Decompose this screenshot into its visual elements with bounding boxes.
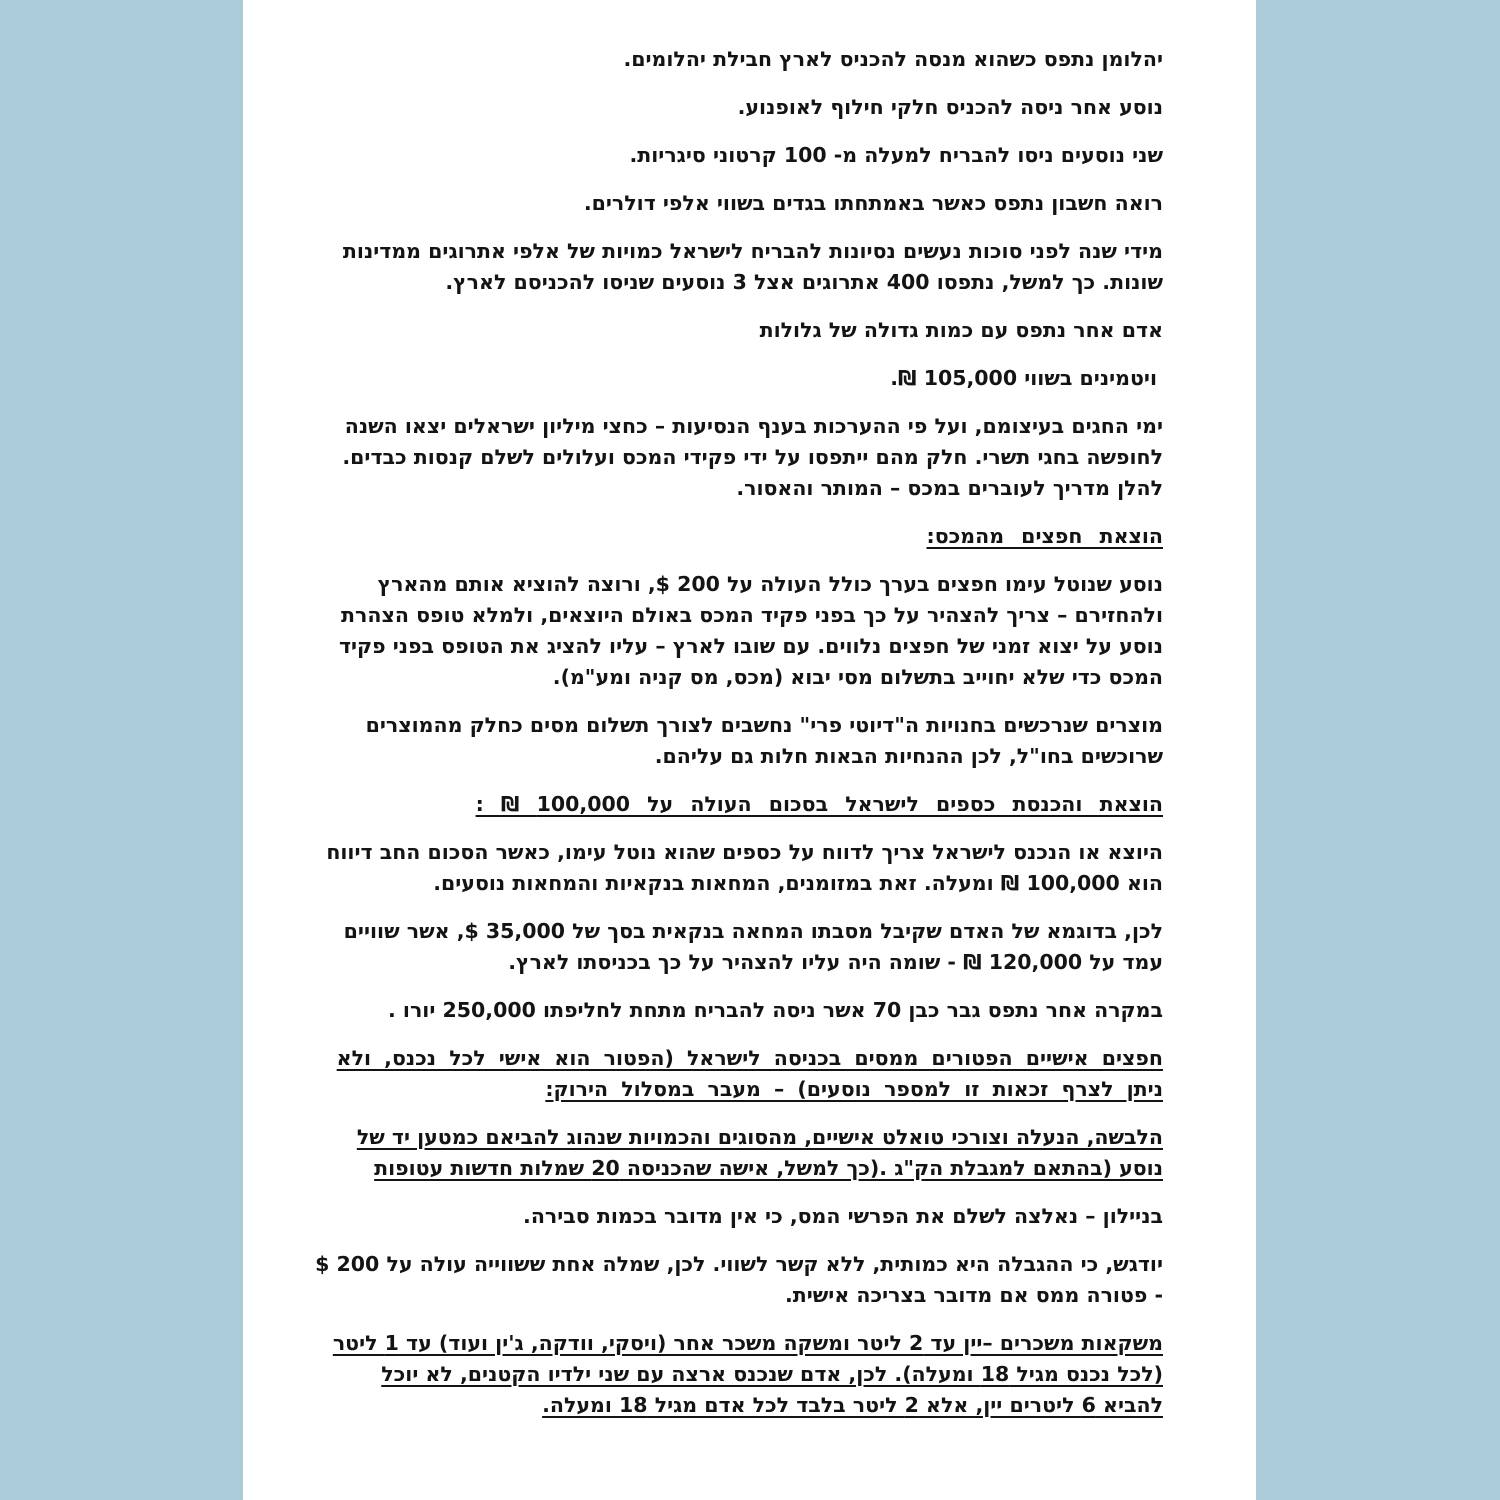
paragraph-pills: אדם אחר נתפס עם כמות גדולה של גלולות — [759, 318, 1163, 342]
paragraph-euro-smuggling: במקרה אחר נתפס גבר כבן 70 אשר ניסה להבריח מתחת לחליפתו 250,000 יורו . — [388, 998, 1163, 1022]
paragraph-alcohol-limits: משקאות משכרים –יין עד 2 ליטר ומשקה משכר אחר (ויסקי, וודקה, ג'ין ועוד) עד 1 ליטר (לכל נכנס מגיל 18 ומעלה). לכן, אדם שנכנס ארצה עם שני ילדיו הקטנים, לא יוכל להביא 6 ליטרים יין, אלא 2 ליטר בלבד לכל אדם מגיל 18 ומעלה. — [332, 1331, 1163, 1417]
paragraph-money-reporting: היוצא או הנכנס לישראל צריך לדווח על כספים שהוא נוטל עימו, כאשר הסכום החב דיווח הוא 100,000 ₪ ומעלה. זאת במזומנים, המחאות בנקאיות והמחאות נוסעים. — [326, 840, 1163, 895]
paragraph-nylon-dresses: בניילון – נאלצה לשלם את הפרשי המס, כי אין מדובר בכמות סבירה. — [523, 1204, 1163, 1228]
paragraph-vitamins: ויטמינים בשווי 105,000 ₪. — [890, 366, 1157, 390]
paragraph-bank-check-example: לכן, בדוגמא של האדם שקיבל מסבתו המחאה בנקאית בסך של 35,000 $, אשר שוויים עמד על 120,000 ₪ - שומה היה עליו להצהיר על כך בכניסתו לארץ. — [343, 919, 1163, 974]
heading-money-transfer: הוצאת והכנסת כספים לישראל בסכום העולה על 100,000 ₪ : — [475, 792, 1163, 816]
heading-personal-exempt-items: חפצים אישיים הפטורים ממסים בכניסה לישראל (הפטור הוא אישי לכל נכנס, ולא ניתן לצרף זכאות זו למספר נוסעים) – מעבר במסלול הירוק: — [336, 1046, 1163, 1101]
document-body — [315, 44, 1163, 1438]
heading-taking-items-out: הוצאת חפצים מהמכס: — [926, 524, 1163, 548]
paragraph-etrogim: מידי שנה לפני סוכות נעשים נסיונות להבריח לישראל כמויות של אלפי אתרוגים ממדינות שונות. כך למשל, נתפסו 400 אתרוגים אצל 3 נוסעים שניסו להכניסם לארץ. — [342, 239, 1163, 294]
paragraph-holidays: ימי החגים בעיצומם, ועל פי ההערכות בענף הנסיעות – כחצי מיליון ישראלים יצאו השנה לחופשה בחגי תשרי. חלק מהם ייתפסו על ידי פקידי המכס ועלולים לשלם קנסות כבדים. להלן מדריך לעוברים במכס – המותר והאסור. — [342, 414, 1163, 500]
paragraph-duty-free: מוצרים שנרכשים בחנויות ה"דיוטי פרי" נחשבים לצורך תשלום מסים כחלק מהמוצרים שרוכשים בחו"ל, לכן ההנחיות הבאות חלות גם עליהם. — [365, 713, 1163, 768]
paragraph-quantity-limit: יודגש, כי ההגבלה היא כמותית, ללא קשר לשווי. לכן, שמלה אחת ששווייה עולה על 200 $ - פטורה ממס אם מדובר בצריכה אישית. — [315, 1252, 1163, 1307]
paragraph-cigarettes: שני נוסעים ניסו להבריח למעלה מ- 100 קרטוני סיגריות. — [629, 143, 1163, 167]
paragraph-diamond-dealer: יהלומן נתפס כשהוא מנסה להכניס לארץ חבילת יהלומים. — [623, 47, 1163, 71]
paragraph-clothing-toiletries: הלבשה, הנעלה וצורכי טואלט אישיים, מהסוגים והכמויות שנהוג להביאם כמטען יד של נוסע (בהתאם למגבלת הק"ג .(כך למשל, אישה שהכניסה 20 שמלות חדשות עטופות — [356, 1125, 1163, 1180]
paragraph-motorcycle-parts: נוסע אחר ניסה להכניס חלקי חילוף לאופנוע. — [737, 95, 1163, 119]
document-page — [243, 0, 1256, 1500]
paragraph-accountant: רואה חשבון נתפס כאשר באמתחתו בגדים בשווי אלפי דולרים. — [583, 191, 1163, 215]
paragraph-temporary-export: נוסע שנוטל עימו חפצים בערך כולל העולה על 200 $, ורוצה להוציא אותם מהארץ ולהחזירם – צריך להצהיר על כך בפני פקיד המכס באולם היוצאים, ולמלא טופס הצהרת נוסע על יצוא זמני של חפצים נלווים. עם שובו לארץ – עליו להציג את הטופס בפני פקיד המכס כדי שלא יחוייב בתשלום מסי יבוא (מכס, מס קניה ומע"מ). — [338, 572, 1163, 689]
